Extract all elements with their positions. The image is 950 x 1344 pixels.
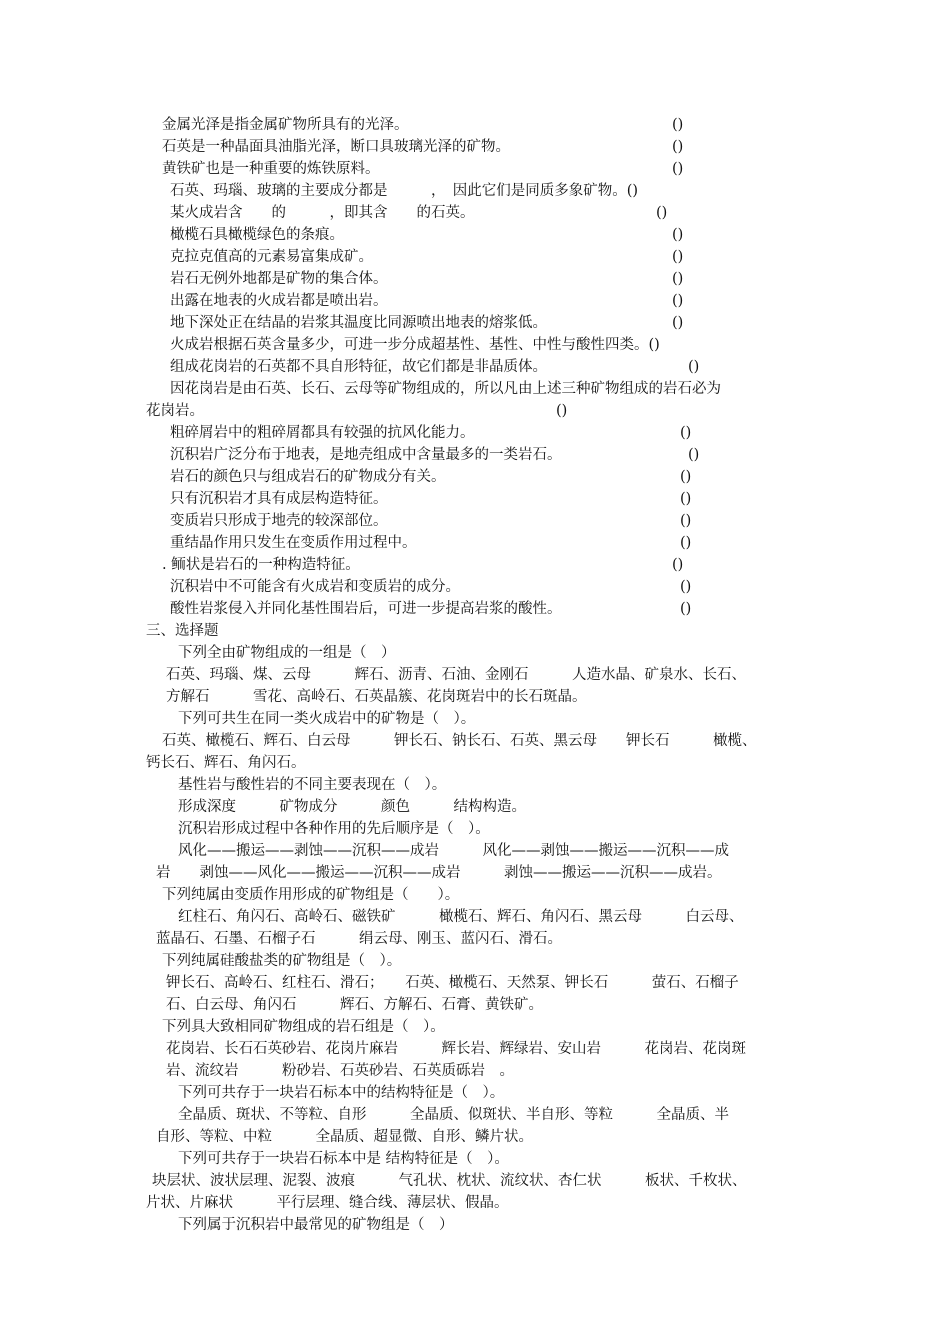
section-heading: 三、选择题 [146, 623, 219, 639]
option-line: 红柱石、角闪石、高岭石、磁铁矿 橄榄石、辉石、角闪石、黑云母 白云母、 [178, 909, 744, 925]
statement-text: 沉积岩广泛分布于地表，是地壳组成中含量最多的一类岩石。 [170, 447, 562, 463]
answer-bracket: () [680, 535, 692, 551]
answer-bracket: () [672, 249, 684, 265]
answer-bracket: () [688, 359, 700, 375]
statement-text: 火成岩根据石英含量多少，可进一步分成超基性、基性、中性与酸性四类。() [170, 337, 660, 353]
statement-text: 金属光泽是指金属矿物所具有的光泽。 [162, 117, 409, 133]
answer-bracket: () [672, 117, 684, 133]
option-line: 风化——搬运——剥蚀——沉积——成岩 风化——剥蚀——搬运——沉积——成 [178, 843, 729, 859]
question-stem: 下列全由矿物组成的一组是（ ） [178, 645, 396, 661]
question-stem: 沉积岩形成过程中各种作用的先后顺序是（ ）。 [178, 821, 490, 837]
statement-text: 重结晶作用只发生在变质作用过程中。 [170, 535, 417, 551]
statement-text: 黄铁矿也是一种重要的炼铁原料。 [162, 161, 380, 177]
answer-bracket: () [680, 491, 692, 507]
statement-text: 酸性岩浆侵入并同化基性围岩后，可进一步提高岩浆的酸性。 [170, 601, 562, 617]
statement-text: 出露在地表的火成岩都是喷出岩。 [170, 293, 388, 309]
answer-bracket: () [672, 293, 684, 309]
question-stem: 下列纯属由变质作用形成的矿物组是（ ）。 [162, 887, 460, 903]
statement-text: 石英是一种晶面具油脂光泽，断口具玻璃光泽的矿物。 [162, 139, 510, 155]
statement-text: . 鲕状是岩石的一种构造特征。 [162, 557, 360, 573]
statement-text: 组成花岗岩的石英都不具自形特征，故它们都是非晶质体。 [170, 359, 547, 375]
question-stem: 基性岩与酸性岩的不同主要表现在（ ）。 [178, 777, 447, 793]
option-line: 钾长石、高岭石、红柱石、滑石； 石英、橄榄石、天然泵、钾长石 萤石、石榴子 [166, 975, 739, 991]
question-stem: 下列具大致相同矿物组成的岩石组是（ ）。 [162, 1019, 445, 1035]
question-stem: 下列可共存于一块岩石标本中的结构特征是（ ）。 [178, 1085, 505, 1101]
option-line: 钙长石、辉石、角闪石。 [146, 755, 306, 771]
question-stem: 下列可共存于一块岩石标本中是 结构特征是（ ）。 [178, 1151, 509, 1167]
statement-text: 变质岩只形成于地壳的较深部位。 [170, 513, 388, 529]
statement-text: 粗碎屑岩中的粗碎屑都具有较强的抗风化能力。 [170, 425, 475, 441]
statement-text: 岩石无例外地都是矿物的集合体。 [170, 271, 388, 287]
option-line: 岩、流纹岩 粉砂岩、石英砂岩、石英质砾岩 。 [166, 1063, 514, 1079]
option-line: 蓝晶石、石墨、石榴子石 绢云母、刚玉、蓝闪石、滑石。 [156, 931, 562, 947]
statement-text: 石英、玛瑙、玻璃的主要成分都是 ， 因此它们是同质多象矿物。() [170, 183, 639, 199]
option-line: 岩 剥蚀——风化——搬运——沉积——成岩 剥蚀——搬运——沉积——成岩。 [156, 865, 722, 881]
statement-text: 某火成岩含 的 ，即其含 的石英。 [170, 205, 475, 221]
statement-text: 花岗岩。 [146, 403, 204, 419]
answer-bracket: () [680, 513, 692, 529]
answer-bracket: () [680, 601, 692, 617]
answer-bracket: () [672, 271, 684, 287]
statement-text: 克拉克值高的元素易富集成矿。 [170, 249, 373, 265]
option-line: 石英、玛瑙、煤、云母 辉石、沥青、石油、金刚石 人造水晶、矿泉水、长石、 [166, 667, 746, 683]
answer-bracket: () [688, 447, 700, 463]
answer-bracket: () [680, 469, 692, 485]
statement-text: 只有沉积岩才具有成层构造特征。 [170, 491, 388, 507]
statement-text: 沉积岩中不可能含有火成岩和变质岩的成分。 [170, 579, 460, 595]
answer-bracket: () [672, 161, 684, 177]
answer-bracket: () [672, 315, 684, 331]
answer-bracket: () [656, 205, 668, 221]
option-line: 块层状、波状层理、泥裂、波痕 气孔状、枕状、流纹状、杏仁状 板状、千枚状、 [152, 1173, 747, 1189]
answer-bracket: () [672, 227, 684, 243]
answer-bracket: () [680, 425, 692, 441]
option-line: 花岗岩、长石石英砂岩、花岗片麻岩 辉长岩、辉绿岩、安山岩 花岗岩、花岗斑 [166, 1041, 746, 1057]
option-line: 形成深度 矿物成分 颜色 结构构造。 [178, 799, 526, 815]
statement-text: 橄榄石具橄榄绿色的条痕。 [170, 227, 344, 243]
option-line: 片状、片麻状 平行层理、缝合线、薄层状、假晶。 [146, 1195, 509, 1211]
option-line: 石英、橄榄石、辉石、白云母 钾长石、钠长石、石英、黑云母 钾长石 橄榄、 [162, 733, 757, 749]
answer-bracket: () [556, 403, 568, 419]
option-line: 自形、等粒、中粒 全晶质、超显微、自形、鳞片状。 [156, 1129, 533, 1145]
question-stem: 下列纯属硅酸盐类的矿物组是（ ）。 [162, 953, 402, 969]
statement-text: 因花岗岩是由石英、长石、云母等矿物组成的，所以凡由上述三种矿物组成的岩石必为 [170, 381, 721, 397]
option-line: 石、白云母、角闪石 辉石、方解石、石膏、黄铁矿。 [166, 997, 543, 1013]
statement-text: 岩石的颜色只与组成岩石的矿物成分有关。 [170, 469, 446, 485]
question-stem: 下列可共生在同一类火成岩中的矿物是（ ）。 [178, 711, 476, 727]
answer-bracket: () [680, 579, 692, 595]
option-line: 全晶质、斑状、不等粒、自形 全晶质、似斑状、半自形、等粒 全晶质、半 [178, 1107, 729, 1123]
statement-text: 地下深处正在结晶的岩浆其温度比同源喷出地表的熔浆低。 [170, 315, 547, 331]
answer-bracket: () [672, 139, 684, 155]
option-line: 方解石 雪花、高岭石、石英晶簇、花岗斑岩中的长石斑晶。 [166, 689, 587, 705]
question-stem: 下列属于沉积岩中最常见的矿物组是（ ） [178, 1217, 454, 1233]
answer-bracket: () [672, 557, 684, 573]
